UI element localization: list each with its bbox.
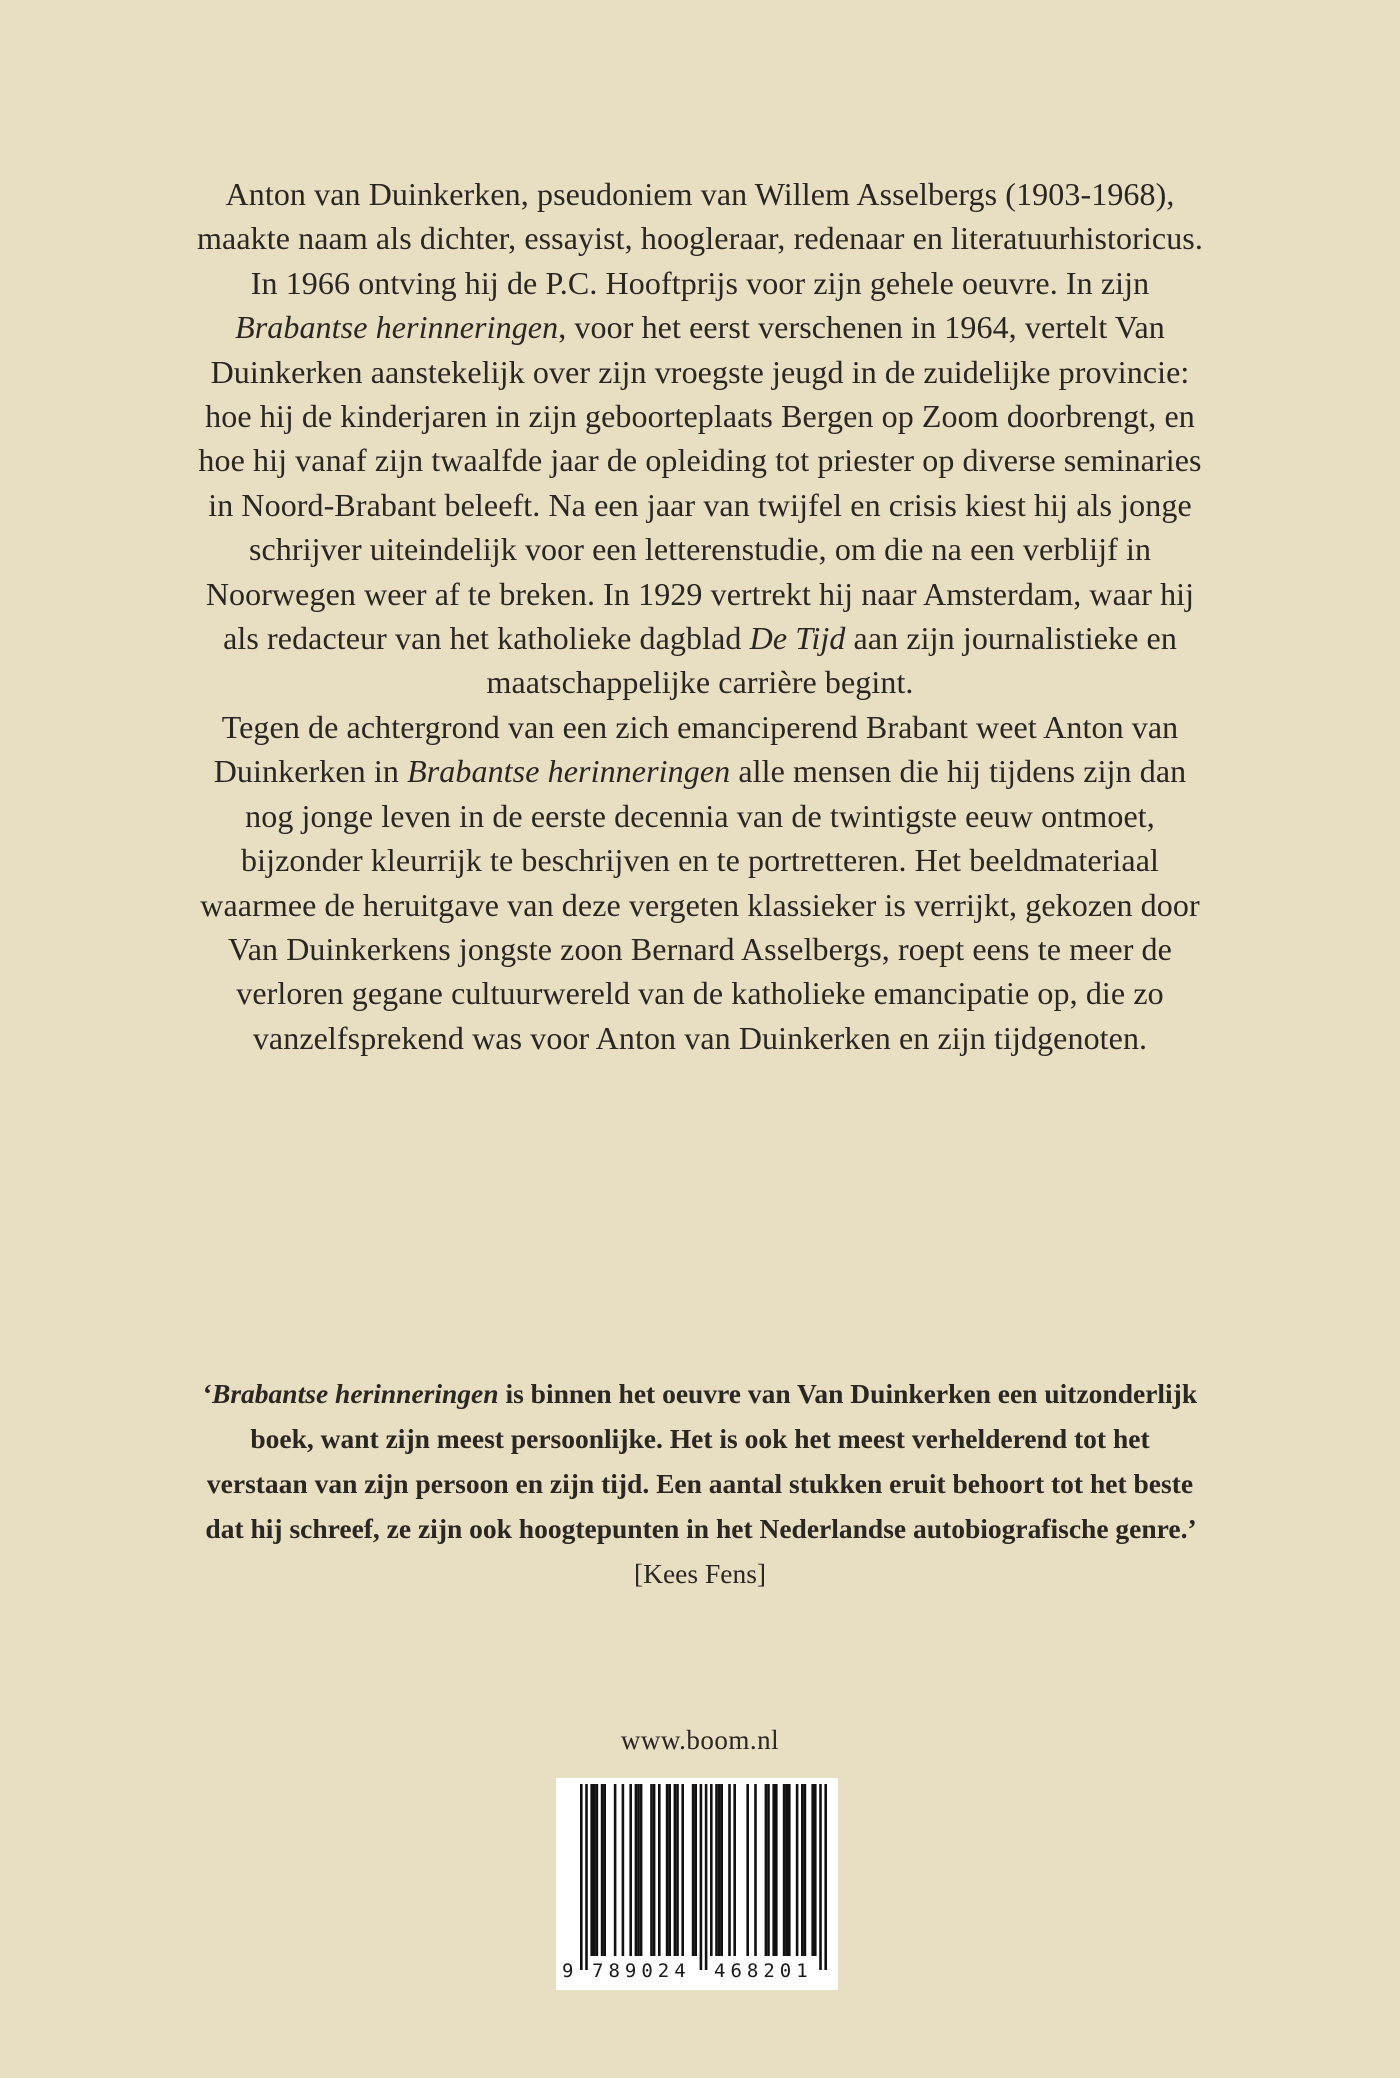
barcode-bar [811,1784,814,1956]
barcode-bar [801,1784,804,1956]
blurb-paragraph-1: Anton van Duinkerken, pseudoniem van Willem Asselbergs (1903-1968), maakte naam als dichter, essayist, hoogleraar, redenaar en literatuurhistoricus. In 1966 ontving hij de P.C. Hooftprijs voor zijn gehele oeuvre. In zijn Brabantse herinneringen, voor het eerst verschenen in 1964, vertelt Van Duinkerken aanstekelijk over zijn vroegste jeugd in de zuidelijke provincie: hoe hij de kinderjaren in zijn geboorteplaats Bergen op Zoom doorbrengt, en hoe hij vanaf zijn twaalfde jaar de opleiding tot priester op diverse seminaries in Noord-Brabant beleeft. Na een jaar van twijfel en crisis kiest hij als jonge schrijver uiteindelijk voor een letterenstudie, om die na een verblijf in Noorwegen weer af te breken. In 1929 vertrekt hij naar Amsterdam, waar hij als redacteur van het katholieke dagblad De Tijd aan zijn journalistieke en maatschappelijke carrière begint. [197,176,1203,701]
barcode-bar [718,1784,721,1956]
barcode-bar [601,1784,604,1956]
barcode-bar [785,1784,788,1956]
barcode-bar [700,1784,703,1970]
publisher-website: www.boom.nl [620,1725,780,1755]
barcode-bar [720,1784,723,1956]
barcode-digit-first: 9 [562,1960,574,1982]
book-title: Brabantse herinneringen [235,309,559,346]
barcode-bar [772,1784,775,1956]
quote-attribution: [Kees Fens] [633,1558,767,1589]
barcode-bars [556,1778,838,1990]
barcode-bar [705,1784,708,1970]
barcode-bar [629,1784,632,1956]
barcode-bar [783,1784,786,1956]
barcode-bar [622,1784,625,1956]
barcode-bar [715,1784,718,1956]
barcode-bar [676,1784,679,1956]
barcode-bar [733,1784,736,1956]
barcode-bar [796,1784,799,1956]
newspaper-title: De Tijd [749,620,846,657]
barcode-bar [580,1784,583,1970]
barcode-bar [658,1784,661,1956]
review-quote: ‘Brabantse herinneringen is binnen het oeuvre van Van Duinkerken een uitzonderlijk boek, want zijn meest persoonlijke. Het is ook het meest verhelderend tot het verstaan van zijn persoon en zijn tijd. Een aantal stukken eruit behoort tot het beste dat hij schreef, ze zijn ook hoogtepunten in het Nederlandse autobiografische genre.’ [Kees Fens] [202,1378,1198,1589]
barcode-bar [650,1784,653,1956]
barcode-bar [668,1784,671,1956]
barcode-bar [590,1784,593,1956]
barcode-bar [585,1784,588,1970]
barcode-bar [710,1784,713,1956]
barcode-bar [804,1784,807,1956]
barcode-bar [666,1784,669,1956]
barcode-bar [635,1784,638,1956]
barcode-bar [728,1784,731,1956]
barcode-bar [674,1784,677,1956]
barcode-bar [765,1784,768,1956]
barcode-bar [775,1784,778,1956]
barcode-bar [754,1784,757,1956]
barcode-bar [819,1784,822,1970]
barcode-bar [596,1784,599,1956]
barcode-bar [653,1784,656,1956]
barcode-bar [814,1784,817,1956]
barcode-bar [824,1784,827,1970]
barcode-bar [788,1784,791,1956]
barcode-bar [694,1784,697,1956]
barcode-bar [640,1784,643,1956]
book-title: Brabantse herinneringen [407,753,731,790]
barcode-digits-right: 468201 [714,1960,813,1982]
barcode-bar [692,1784,695,1956]
barcode-bar [746,1784,749,1956]
barcode-bar [593,1784,596,1956]
barcode-bar [603,1784,606,1956]
barcode-bar [767,1784,770,1956]
barcode-bar [614,1784,617,1956]
isbn-barcode [556,1778,838,1990]
book-title: Brabantse herinneringen [212,1378,499,1409]
blurb [190,172,1210,1060]
barcode-digits-left: 789024 [592,1960,691,1982]
barcode-bar [681,1784,684,1956]
blurb-paragraph-2: Tegen de achtergrond van een zich emanciperend Brabant weet Anton van Duinkerken in Brabantse herinneringen alle mensen die hij tijdens zijn dan nog jonge leven in de eerste decennia van de twintigste eeuw ontmoet, bijzonder kleurrijk te beschrijven en te portretteren. Het beeldmateriaal waarmee de heruitgave van deze vergeten klassieker is verrijkt, gekozen door Van Duinkerkens jongste zoon Bernard Asselbergs, roept eens te meer de verloren gegane cultuurwereld van de katholieke emancipatie op, die zo vanzelfsprekend was voor Anton van Duinkerken en zijn tijdgenoten. [200,708,1200,1056]
barcode-bar [637,1784,640,1956]
